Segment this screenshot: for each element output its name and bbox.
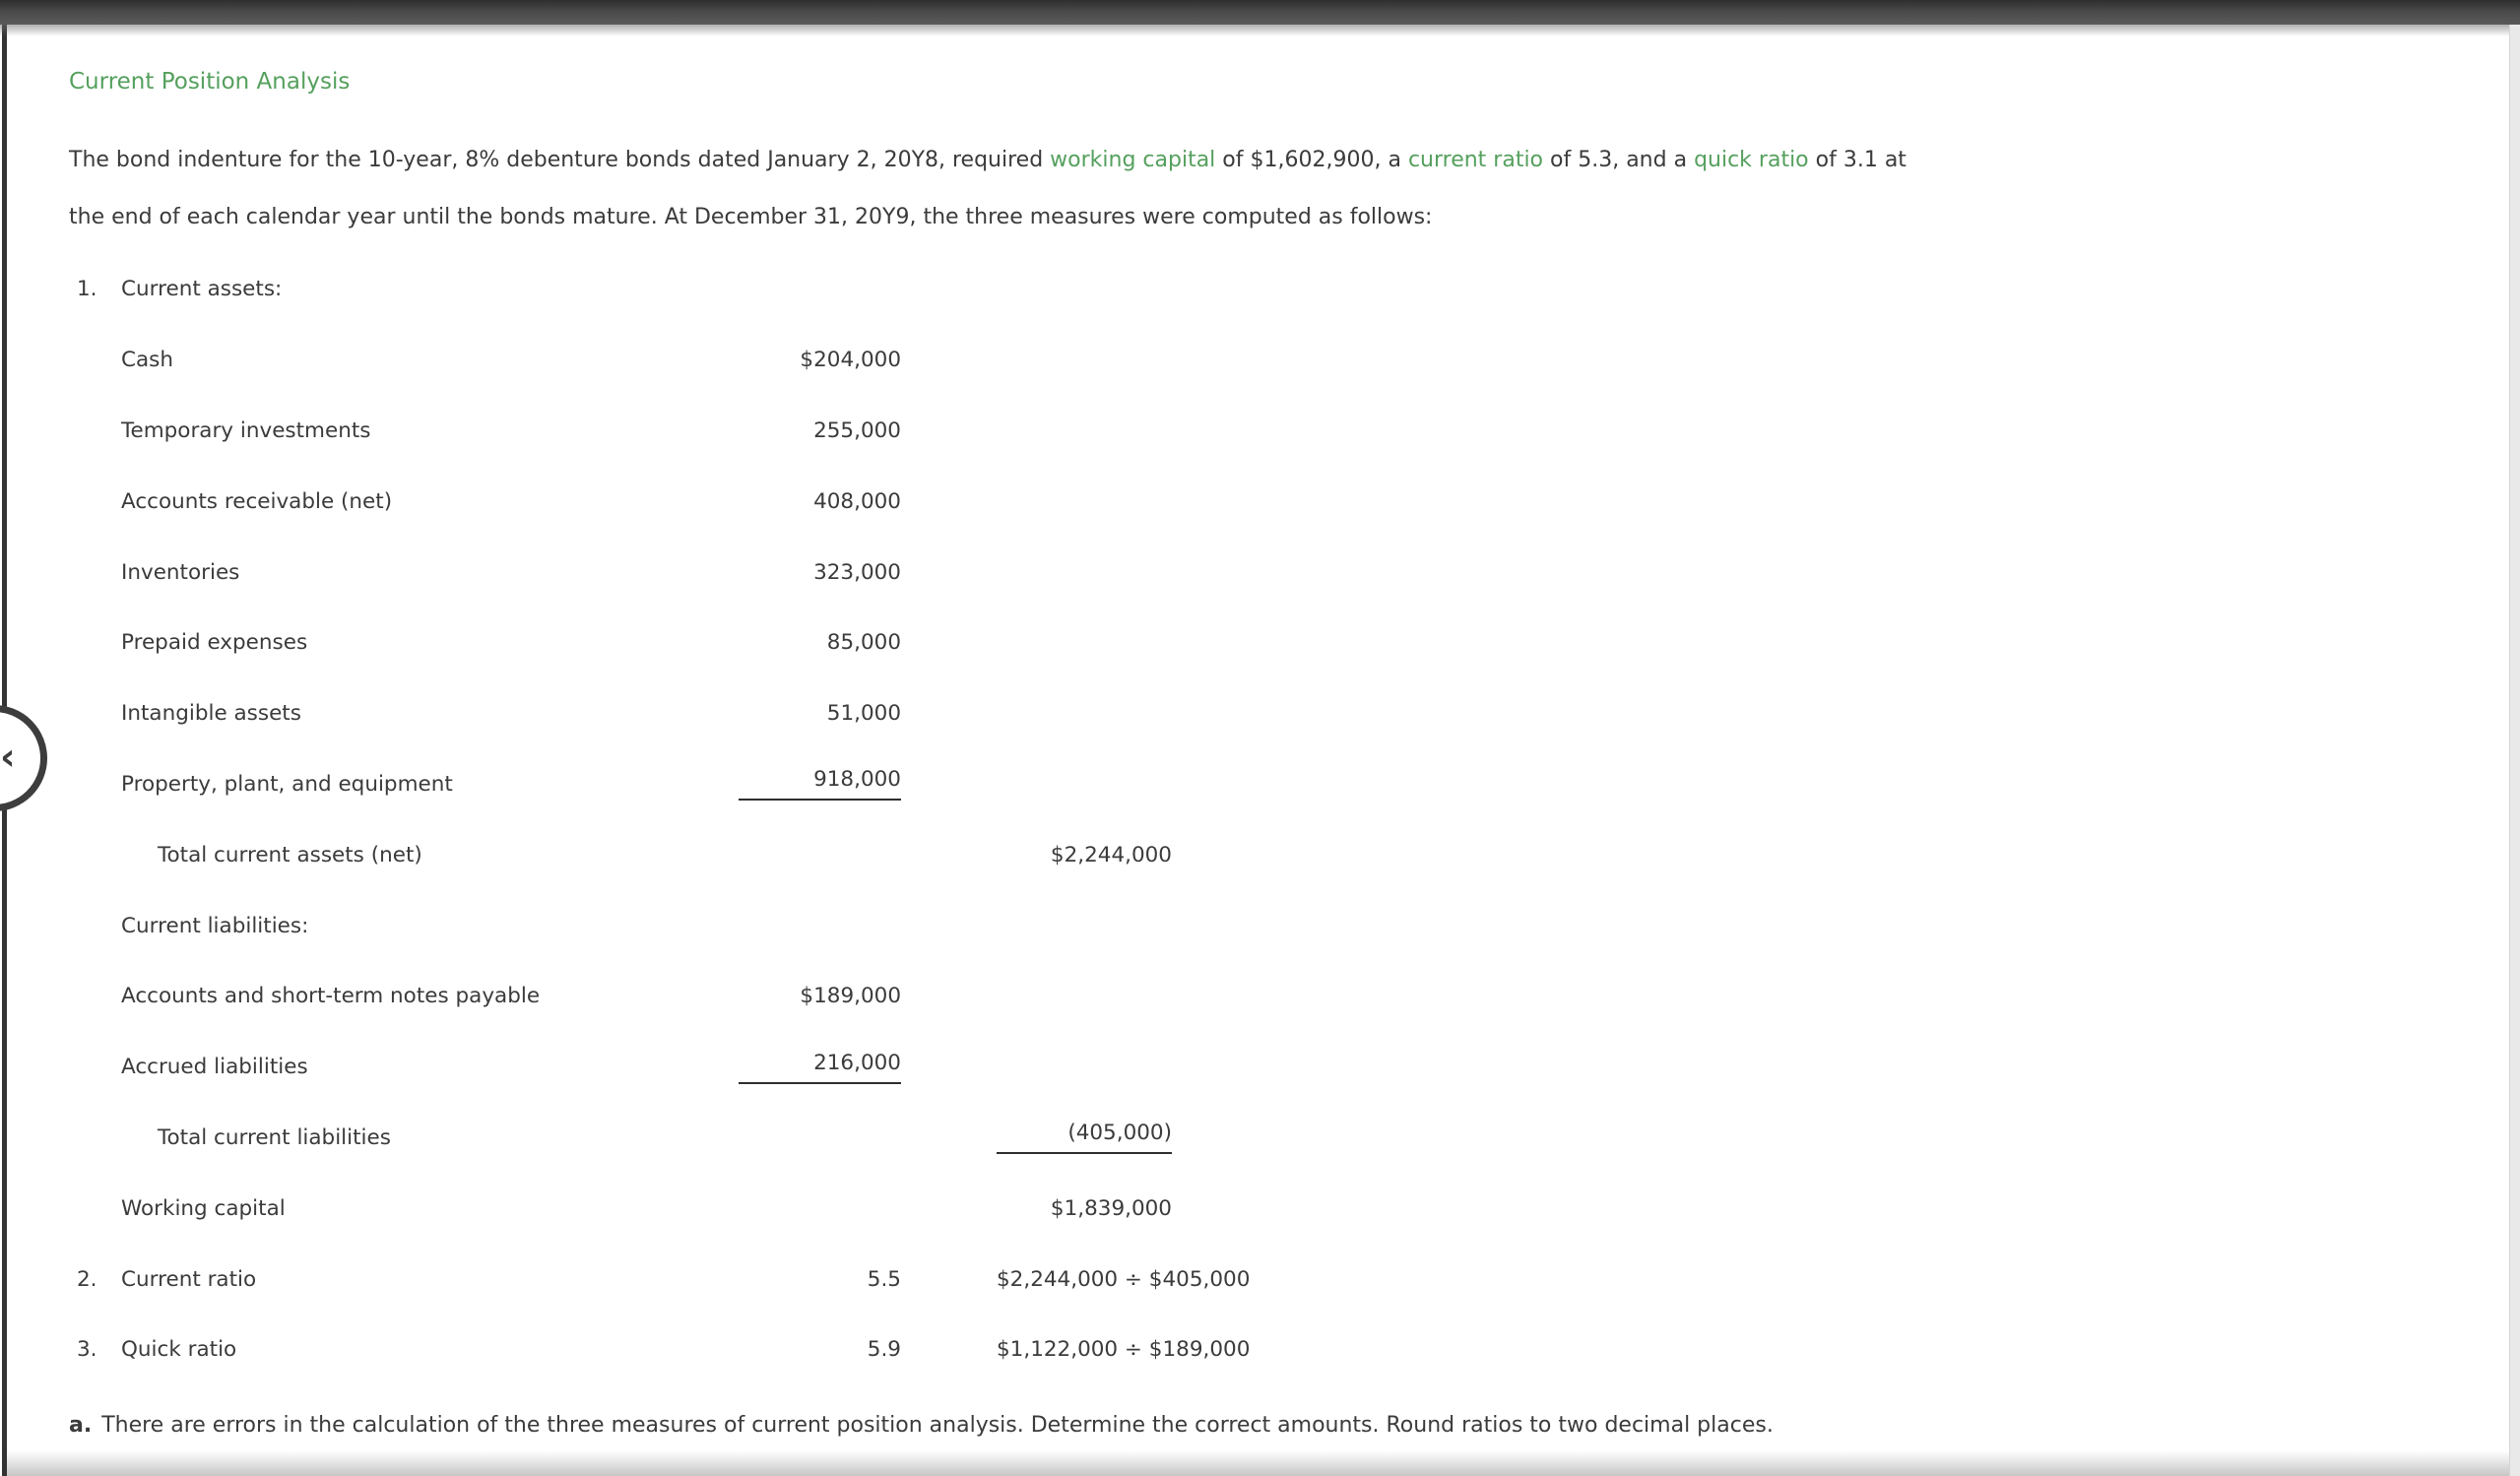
statement-row (69, 749, 2509, 820)
row-label: Total current assets (net) (158, 842, 422, 867)
row-label: Accrued liabilities (121, 1055, 308, 1080)
problem-content (7, 25, 2509, 1441)
row-number: 2. (77, 1266, 97, 1292)
amount-value: $189,000 (800, 984, 901, 1009)
top-bar-shadow (0, 25, 2520, 36)
instruction-a (69, 1411, 2509, 1441)
bottom-scroll-shadow (7, 1450, 2509, 1476)
statement-row (69, 325, 2509, 396)
amount-col-2 (901, 1267, 1531, 1292)
amount-col-1 (611, 489, 901, 514)
row-label: Quick ratio (121, 1337, 237, 1363)
intro-paragraph (69, 132, 2509, 246)
amount-col-2 (901, 1337, 1531, 1362)
chevron-left-icon: ‹ (0, 735, 16, 779)
row-label: Current liabilities: (121, 913, 309, 938)
statement-row (69, 1103, 2509, 1174)
row-label: Current ratio (121, 1266, 257, 1292)
intro-text: The bond indenture for the 10-year, 8% debenture bonds dated January 2, 20Y8, required (69, 148, 1051, 172)
row-number: 3. (77, 1337, 97, 1363)
page-title: Current Position Analysis (69, 69, 351, 95)
intro-text: of 5.3, and a (1543, 148, 1695, 172)
amount-underlined: (405,000) (997, 1121, 1172, 1154)
amount-underlined: 918,000 (739, 767, 901, 801)
row-label: Working capital (121, 1195, 286, 1221)
row-label: Cash (121, 348, 174, 373)
row-label: Current assets: (121, 277, 283, 302)
statement-row (69, 254, 2509, 325)
statement-row (69, 1244, 2509, 1315)
amount-col-2 (901, 1121, 1531, 1154)
row-number: 1. (77, 277, 97, 302)
amount-underlined: 216,000 (739, 1051, 901, 1084)
intro-text: of $1,602,900, a (1215, 148, 1408, 172)
amount-col-1 (611, 1337, 901, 1362)
instruction-marker: a. (69, 1412, 93, 1438)
amount-value: 85,000 (826, 630, 901, 656)
row-label: Inventories (121, 559, 240, 585)
amount-col-1 (611, 348, 901, 372)
amount-col-1 (611, 630, 901, 655)
amount-col-1 (611, 767, 901, 801)
statement-row (69, 819, 2509, 890)
row-label: Intangible assets (121, 701, 301, 727)
amount-col-1 (611, 1267, 901, 1292)
row-label: Accounts receivable (net) (121, 488, 393, 514)
statement-row (69, 537, 2509, 608)
statement-row (69, 1173, 2509, 1244)
statement-row (69, 608, 2509, 678)
row-label: Prepaid expenses (121, 630, 308, 656)
row-label: Temporary investments (121, 417, 371, 443)
row-label: Property, plant, and equipment (121, 771, 453, 797)
row-label: Accounts and short-term notes payable (121, 984, 541, 1009)
amount-value: $2,244,000 (1050, 842, 1172, 867)
intro-text: of 3.1 at (1808, 148, 1906, 172)
amount-value: 323,000 (813, 559, 901, 585)
instruction-text: There are errors in the calculation of the three measures of current position analysis. Determine the correct amounts. Round ratios to two decimal places. (101, 1412, 1774, 1438)
quick-ratio-link[interactable]: quick ratio (1694, 148, 1809, 172)
row-label: Total current liabilities (158, 1124, 391, 1150)
amount-value: 408,000 (813, 488, 901, 514)
amount-col-1 (611, 418, 901, 443)
amount-col-1 (611, 1051, 901, 1084)
amount-col-1 (611, 984, 901, 1008)
ratio-formula: $1,122,000 ÷ $189,000 (997, 1337, 1251, 1363)
statement-row (69, 396, 2509, 467)
window-top-bar (0, 0, 2520, 25)
ratio-formula: $2,244,000 ÷ $405,000 (997, 1266, 1251, 1292)
statement-row (69, 678, 2509, 749)
amount-value: 5.9 (867, 1337, 901, 1363)
amount-value: 5.5 (867, 1266, 901, 1292)
intro-text: the end of each calendar year until the bonds mature. At December 31, 20Y9, the three measures were computed as follows: (69, 205, 1433, 229)
amount-value: $204,000 (800, 348, 901, 373)
amount-col-2 (901, 1196, 1531, 1221)
financial-statement (69, 254, 2509, 1385)
statement-row (69, 466, 2509, 537)
amount-col-2 (901, 843, 1531, 867)
amount-col-1 (611, 701, 901, 726)
statement-row (69, 1032, 2509, 1103)
amount-value: 51,000 (826, 701, 901, 727)
amount-col-1 (611, 560, 901, 585)
scrollbar-track[interactable] (2509, 25, 2520, 1476)
current-ratio-link[interactable]: current ratio (1407, 148, 1544, 172)
statement-row (69, 1315, 2509, 1385)
statement-row (69, 890, 2509, 961)
statement-row (69, 961, 2509, 1032)
working-capital-link[interactable]: working capital (1050, 148, 1216, 172)
amount-value: 255,000 (813, 417, 901, 443)
amount-value: $1,839,000 (1050, 1195, 1172, 1221)
